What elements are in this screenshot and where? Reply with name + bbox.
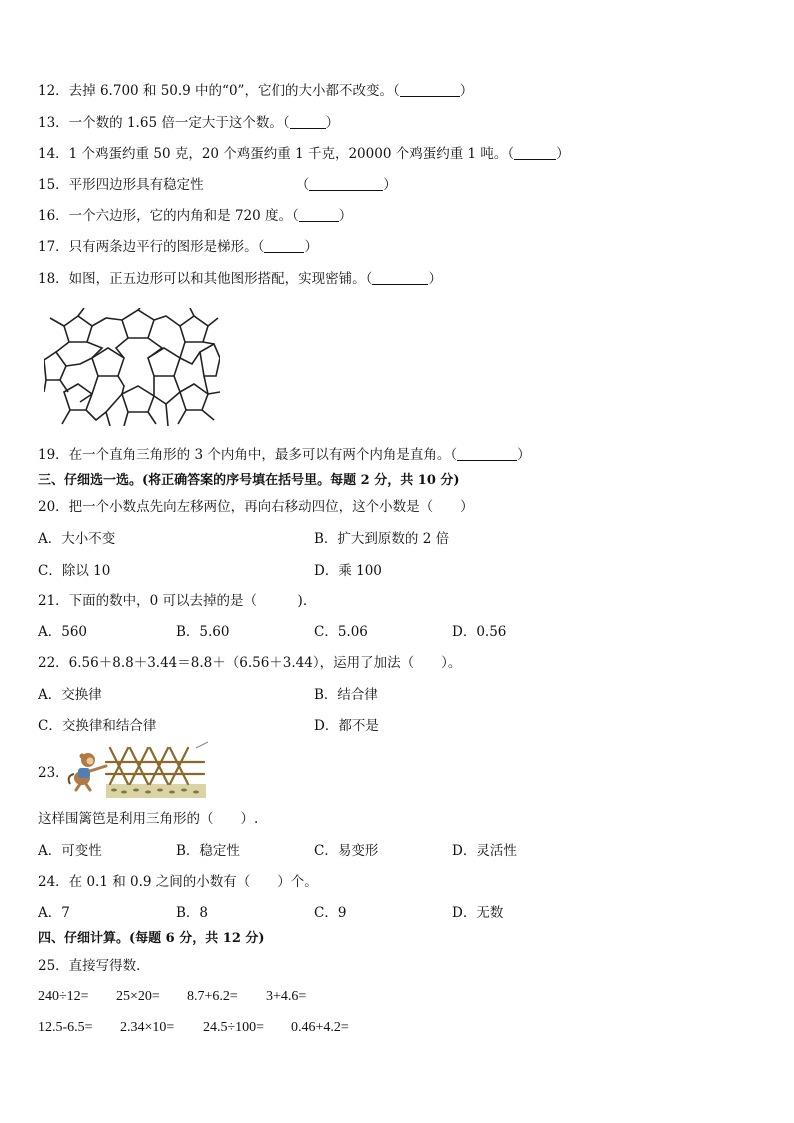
question-16: 16．一个六边形，它的内角和是 720 度。（ ） (38, 208, 353, 224)
answer-blank[interactable] (372, 271, 428, 285)
fence-monkey-illustration (66, 740, 212, 802)
question-21: 21．下面的数中，0 可以去掉的是（ )． (38, 593, 317, 609)
question-23-number: 23． (38, 765, 69, 781)
q22-option-c[interactable]: C．交换律和结合律 (38, 718, 157, 734)
answer-blank[interactable] (514, 146, 556, 160)
calc-item: 25×20= (116, 989, 160, 1004)
q23-option-c[interactable]: C．易变形 (314, 843, 379, 859)
calc-item: 3+4.6= (266, 989, 307, 1004)
q23-option-a[interactable]: A．可变性 (38, 843, 102, 859)
question-12: 12．去掉 6.700 和 50.9 中的“0”，它们的大小都不改变。（ ） (38, 83, 474, 99)
answer-blank[interactable] (264, 239, 304, 253)
question-24: 24．在 0.1 和 0.9 之间的小数有（ ）个。 (38, 874, 318, 890)
answer-blank[interactable] (309, 177, 383, 191)
calc-item: 2.34×10= (120, 1020, 175, 1035)
calc-item: 0.46+4.2= (291, 1020, 349, 1035)
q23-option-b[interactable]: B．稳定性 (176, 843, 240, 859)
q20-option-a[interactable]: A．大小不变 (38, 531, 116, 547)
question-19: 19．在一个直角三角形的 3 个内角中，最多可以有两个内角是直角。（ ） (38, 447, 531, 463)
answer-blank[interactable] (290, 115, 326, 129)
q22-option-a[interactable]: A．交换律 (38, 687, 102, 703)
calc-item: 12.5-6.5= (38, 1020, 93, 1035)
answer-blank[interactable] (299, 208, 339, 222)
q22-option-d[interactable]: D．都不是 (314, 718, 379, 734)
q24-option-b[interactable]: B．8 (176, 905, 209, 921)
question-23-stem: 这样围篱笆是利用三角形的（ ）. (38, 811, 259, 827)
question-17: 17．只有两条边平行的图形是梯形。（ ） (38, 239, 318, 255)
q24-option-a[interactable]: A．7 (38, 905, 70, 921)
question-25: 25．直接写得数． (38, 958, 150, 974)
question-18: 18．如图，正五边形可以和其他图形搭配，实现密铺。（ ） (38, 271, 442, 287)
section-3-heading: 三、仔细选一选。(将正确答案的序号填在括号里。每题 2 分，共 10 分) (38, 473, 460, 488)
answer-blank[interactable] (457, 447, 517, 461)
answer-blank[interactable] (400, 83, 460, 97)
q24-option-c[interactable]: C．9 (314, 905, 347, 921)
q20-option-d[interactable]: D．乘 100 (314, 563, 382, 579)
q20-option-c[interactable]: C．除以 10 (38, 563, 111, 579)
q20-option-b[interactable]: B．扩大到原数的 2 倍 (314, 531, 450, 547)
calc-item: 24.5÷100= (203, 1020, 265, 1035)
q21-option-c[interactable]: C．5.06 (314, 624, 368, 640)
q24-option-d[interactable]: D．无数 (452, 905, 504, 921)
q21-option-b[interactable]: B．5.60 (176, 624, 230, 640)
pentagon-star-tiling-figure (44, 308, 220, 426)
question-14: 14．1 个鸡蛋约重 50 克，20 个鸡蛋约重 1 千克，20000 个鸡蛋约重 1 吨。（ ） (38, 146, 570, 162)
question-22: 22．6.56＋8.8＋3.44＝8.8＋（6.56＋3.44），运用了加法（ ）。 (38, 655, 462, 671)
question-20: 20．把一个小数点先向左移两位，再向右移动四位，这个小数是（ ） (38, 499, 474, 515)
calc-item: 8.7+6.2= (187, 989, 238, 1004)
question-15: 15．平形四边形具有稳定性 （ ） (38, 177, 397, 193)
calc-item: 240÷12= (38, 989, 89, 1004)
question-13: 13．一个数的 1.65 倍一定大于这个数。（ ） (38, 115, 340, 131)
q21-option-a[interactable]: A．560 (38, 624, 88, 640)
q23-option-d[interactable]: D．灵活性 (452, 843, 517, 859)
section-4-heading: 四、仔细计算。(每题 6 分，共 12 分) (38, 931, 265, 946)
q21-option-d[interactable]: D．0.56 (452, 624, 507, 640)
q22-option-b[interactable]: B．结合律 (314, 687, 378, 703)
